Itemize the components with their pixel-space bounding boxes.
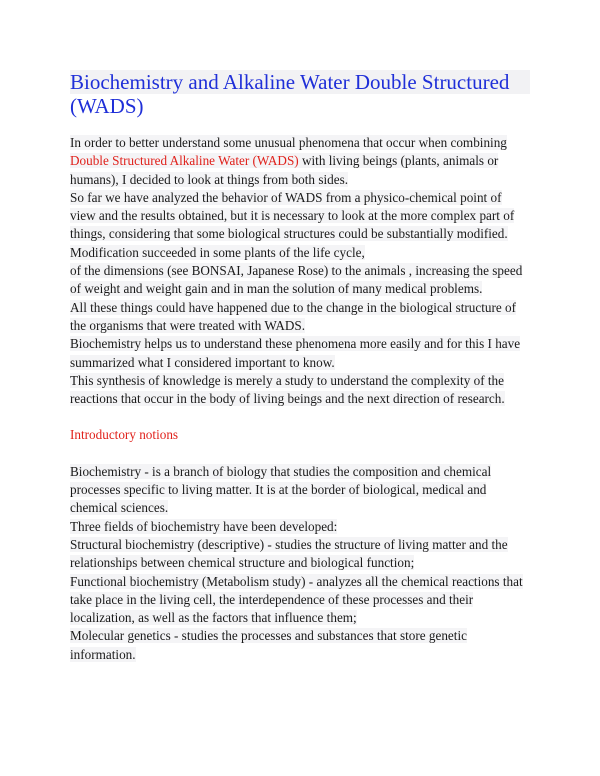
document-title [70,70,530,118]
intro-p1-before: In order to better understand some unusual phenomena that occur when combining [70,135,507,150]
intro-p4-text: of the dimensions (see BONSAI, Japanese Rose) to the animals , increasing the speed of weight and weight gain and in man the solution of many medical problems. [70,263,523,297]
intro-paragraph-2 [70,189,530,244]
intro-paragraph-7 [70,372,530,409]
notions-p4-text: Functional biochemistry (Metabolism study) - analyzes all the chemical reactions that take place in the living cell, the interdependence of these processes and their localization, as well as the factors that influence them; [70,573,523,626]
notions-section [70,463,530,664]
title-line-2: (WADS) [70,94,144,118]
title-line-1: Biochemistry and Alkaline Water Double Structured [70,70,530,94]
intro-p3-text: Modification succeeded in some plants of the life cycle, [70,244,365,260]
notions-paragraph-4 [70,573,530,628]
intro-section [70,134,530,408]
notions-p5-text: Molecular genetics - studies the processes and substances that store genetic information. [70,628,467,662]
notions-p3-text: Structural biochemistry (descriptive) - studies the structure of living matter and the relationships between chemical structure and biological function; [70,536,508,571]
intro-p6-text: Biochemistry helps us to understand these phenomena more easily and for this I have summarized what I considered important to know. [70,336,521,370]
intro-p7-text: This synthesis of knowledge is merely a study to understand the complexity of the reactions that occur in the body of living beings and the next direction of research. [70,372,505,407]
notions-paragraph-5 [70,627,530,664]
document-page [70,70,530,664]
notions-p1-text: Biochemistry - is a branch of biology that studies the composition and chemical processes specific to living matter. It is at the border of biological, medical and chemical sciences. [70,463,492,516]
intro-p1-after: with living beings (plants, animals or humans), I decided to look at things from both sides. [70,153,499,187]
intro-p2-text: So far we have analyzed the behavior of WADS from a physico-chemical point of view and the results obtained, but it is necessary to look at the more complex part of things, considering that some biological structures could be substantially modified. [70,189,515,242]
intro-p5-text: All these things could have happened due to the change in the biological structure of the organisms that were treated with WADS. [70,299,517,333]
intro-paragraph-4 [70,262,530,299]
section-heading-introductory-notions: Introductory notions [70,427,179,443]
wads-highlight-text: Double Structured Alkaline Water (WADS) [70,153,299,169]
intro-paragraph-6 [70,335,530,372]
notions-p2-text: Three fields of biochemistry have been developed: [70,518,338,534]
notions-paragraph-1 [70,463,530,518]
notions-paragraph-3 [70,536,530,573]
notions-paragraph-2 [70,518,530,536]
intro-paragraph-3 [70,244,530,262]
intro-paragraph-5 [70,299,530,336]
intro-paragraph-1 [70,134,530,189]
